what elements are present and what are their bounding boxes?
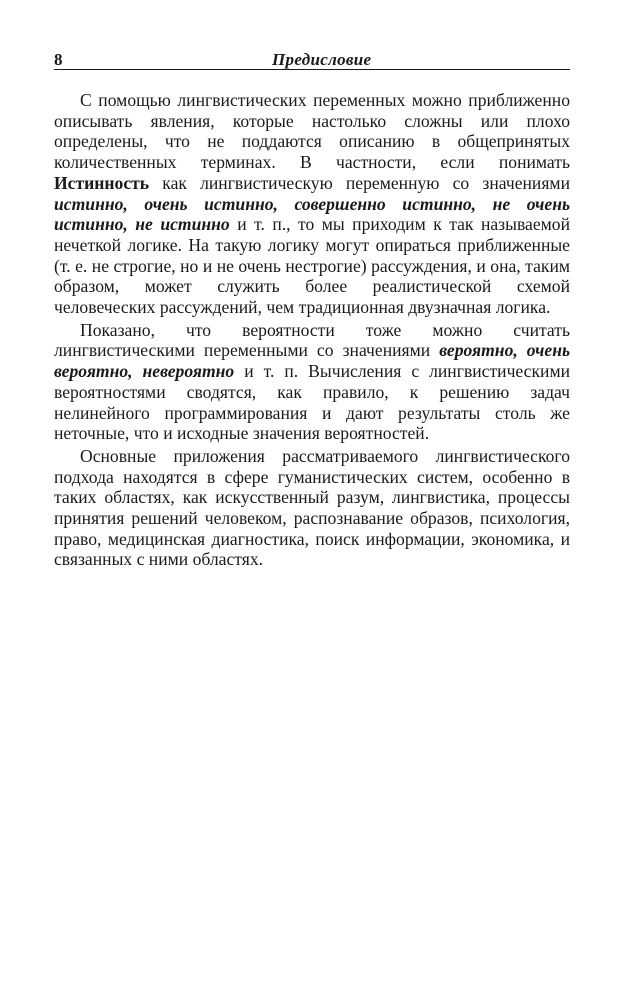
paragraph-3 xyxy=(54,446,570,570)
running-head xyxy=(54,48,570,70)
text-segment: С помощью лингвистических переменных можно приближенно описывать явления, которые настолько сложны или плохо определены, что не поддаются описанию в общепринятых количественных терминах. В частности, если понимать xyxy=(54,90,570,173)
text-segment: и т. п. Вычисления с лингвистическими вероятностями сводятся, как правило, к решению задач нелинейного программирования и дают результаты столь же неточные, что и исходные значения вероятностей. xyxy=(54,361,570,444)
paragraph-2 xyxy=(54,320,570,444)
chapter-title: Предисловие xyxy=(272,50,372,69)
emphasis-truth: Истинность xyxy=(54,172,150,193)
body-text xyxy=(54,90,570,570)
text-segment: и т. п., то мы приходим к так называемой нечеткой логике. На такую логику могут опираться приближенные (т. е. не строгие, но и не очень нестрогие) рассуждения, и она, таким образом, может служить более реалистической схемой человеческих рассуждений, чем традиционная двузначная логика. xyxy=(54,214,570,318)
term-values: истинно, очень истинно, совершенно истинно, не очень истинно, не истинно xyxy=(54,193,570,235)
text-segment: Показано, что вероятности тоже можно считать лингвистическими переменными со значениями xyxy=(54,319,570,361)
term-values: вероятно, очень вероятно, невероятно xyxy=(54,340,570,382)
paragraph-1 xyxy=(54,90,570,318)
text-segment: Основные приложения рассматриваемого лингвистического подхода находятся в сфере гуманистических систем, особенно в таких областях, как искусственный разум, лингвистика, процессы принятия решений человеком, распознавание образов, психология, право, медицинская диагностика, поиск информации, экономика, и связанных с ними областях. xyxy=(54,445,570,570)
text-segment: как лингвистическую переменную со значениями xyxy=(149,172,570,193)
header-rule xyxy=(54,69,570,70)
page-number: 8 xyxy=(54,50,63,69)
